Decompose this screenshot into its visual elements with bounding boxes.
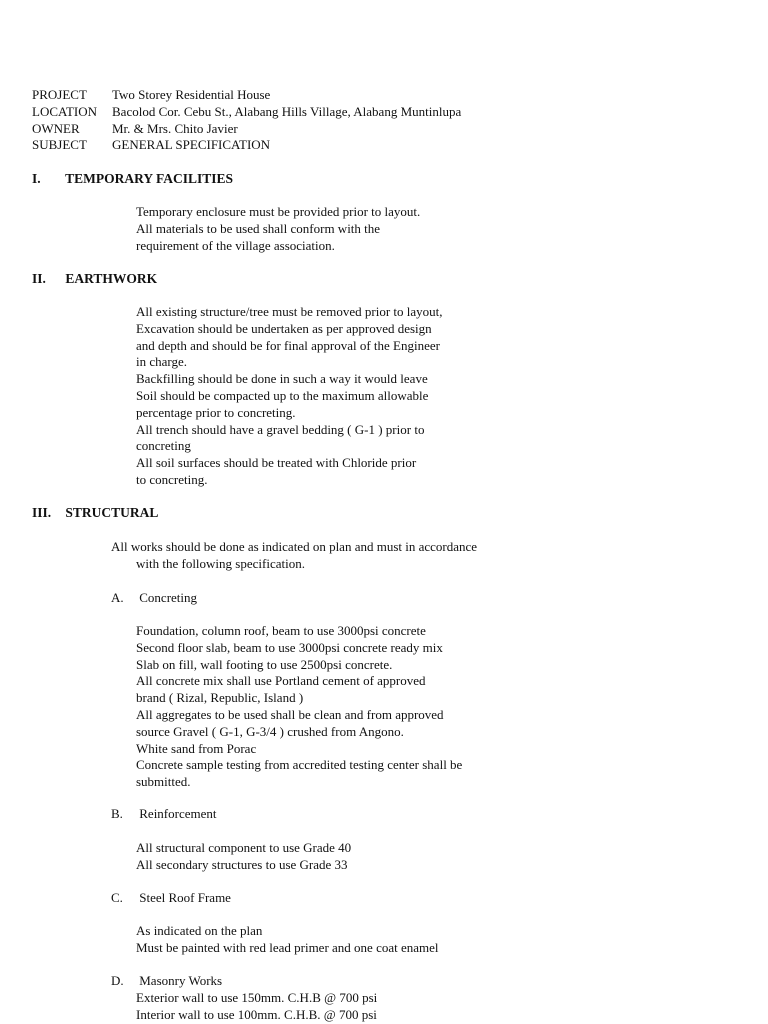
body-line: Soil should be compacted up to the maximum allowable <box>136 387 429 403</box>
subsection-letter: B. <box>111 806 123 821</box>
structural-intro <box>111 539 477 573</box>
subsection-body-concreting <box>136 623 462 791</box>
section-heading-structural <box>32 505 158 522</box>
body-line: White sand from Porac <box>136 740 257 756</box>
body-line: concreting <box>136 438 191 454</box>
body-line: Backfilling should be done in such a way it would leave <box>136 371 428 387</box>
subsection-body-reinforcement <box>136 840 351 874</box>
body-line: Slab on fill, wall footing to use 2500psi concrete. <box>136 656 393 672</box>
body-line: All trench should have a gravel bedding ( G-1 ) prior to <box>136 421 425 437</box>
subsection-title: Steel Roof Frame <box>139 890 231 905</box>
subsection-letter: D. <box>111 973 124 988</box>
header-label: OWNER <box>32 120 80 136</box>
body-line: submitted. <box>136 774 191 790</box>
section-number: I. <box>32 171 41 186</box>
subsection-body-steel-roof-frame <box>136 923 439 957</box>
body-line: brand ( Rizal, Republic, Island ) <box>136 690 304 706</box>
header-row-project <box>32 87 461 104</box>
subsection-body-masonry-works <box>136 990 377 1024</box>
header-label: SUBJECT <box>32 137 87 153</box>
body-line: to concreting. <box>136 471 208 487</box>
section-heading-temporary-facilities <box>32 171 233 188</box>
body-line: Temporary enclosure must be provided prior to layout. <box>136 204 421 219</box>
body-line: Must be painted with red lead primer and one coat enamel <box>136 939 439 955</box>
section-heading-earthwork <box>32 271 157 288</box>
body-line: source Gravel ( G-1, G-3/4 ) crushed from Angono. <box>136 723 404 739</box>
header-value: Mr. & Mrs. Chito Javier <box>112 120 238 136</box>
body-line: Exterior wall to use 150mm. C.H.B @ 700 psi <box>136 990 378 1005</box>
subsection-heading-masonry-works <box>111 973 222 990</box>
subsection-title: Masonry Works <box>139 973 223 988</box>
subsection-heading-steel-roof-frame <box>111 890 231 907</box>
body-line: All aggregates to be used shall be clean and from approved <box>136 706 444 722</box>
section-body-temporary-facilities <box>136 204 496 254</box>
body-line: requirement of the village association. <box>136 237 335 253</box>
section-body-earthwork <box>136 304 496 489</box>
header-value: GENERAL SPECIFICATION <box>112 137 271 153</box>
header-value: Two Storey Residential House <box>112 87 271 102</box>
body-line: All concrete mix shall use Portland cement of approved <box>136 673 426 689</box>
body-line: As indicated on the plan <box>136 923 263 938</box>
body-line: Excavation should be undertaken as per approved design <box>136 320 432 336</box>
intro-line: All works should be done as indicated on plan and must in accordance <box>111 539 478 554</box>
project-header <box>32 87 461 154</box>
body-line: All soil surfaces should be treated with Chloride prior <box>136 455 417 471</box>
body-line: Second floor slab, beam to use 3000psi concrete ready mix <box>136 639 443 655</box>
body-line: Foundation, column roof, beam to use 3000psi concrete <box>136 623 426 638</box>
body-line: Interior wall to use 100mm. C.H.B. @ 700 psi <box>136 1006 377 1022</box>
section-number: III. <box>32 505 52 520</box>
body-line: All secondary structures to use Grade 33 <box>136 856 348 872</box>
body-line: All existing structure/tree must be removed prior to layout, <box>136 304 443 319</box>
section-number: II. <box>32 271 46 286</box>
body-line: Concrete sample testing from accredited testing center shall be <box>136 757 463 773</box>
subsection-heading-reinforcement <box>111 806 217 823</box>
header-label: LOCATION <box>32 103 97 119</box>
body-line: and depth and should be for final approval of the Engineer <box>136 337 440 353</box>
section-title: STRUCTURAL <box>65 505 159 520</box>
subsection-title: Concreting <box>139 590 198 605</box>
intro-line: with the following specification. <box>136 555 305 571</box>
header-label: PROJECT <box>32 87 87 102</box>
header-row-subject <box>32 137 461 154</box>
subsection-heading-concreting <box>111 590 197 607</box>
subsection-letter: A. <box>111 590 124 605</box>
body-line: percentage prior to concreting. <box>136 404 296 420</box>
subsection-letter: C. <box>111 890 123 905</box>
section-title: TEMPORARY FACILITIES <box>65 171 234 186</box>
body-line: in charge. <box>136 354 188 370</box>
body-line: All materials to be used shall conform with the <box>136 220 381 236</box>
header-value: Bacolod Cor. Cebu St., Alabang Hills Village, Alabang Muntinlupa <box>112 103 462 119</box>
header-row-location <box>32 104 461 121</box>
subsection-title: Reinforcement <box>139 806 217 821</box>
section-title: EARTHWORK <box>65 271 158 286</box>
body-line: All structural component to use Grade 40 <box>136 840 352 855</box>
header-row-owner <box>32 121 461 138</box>
